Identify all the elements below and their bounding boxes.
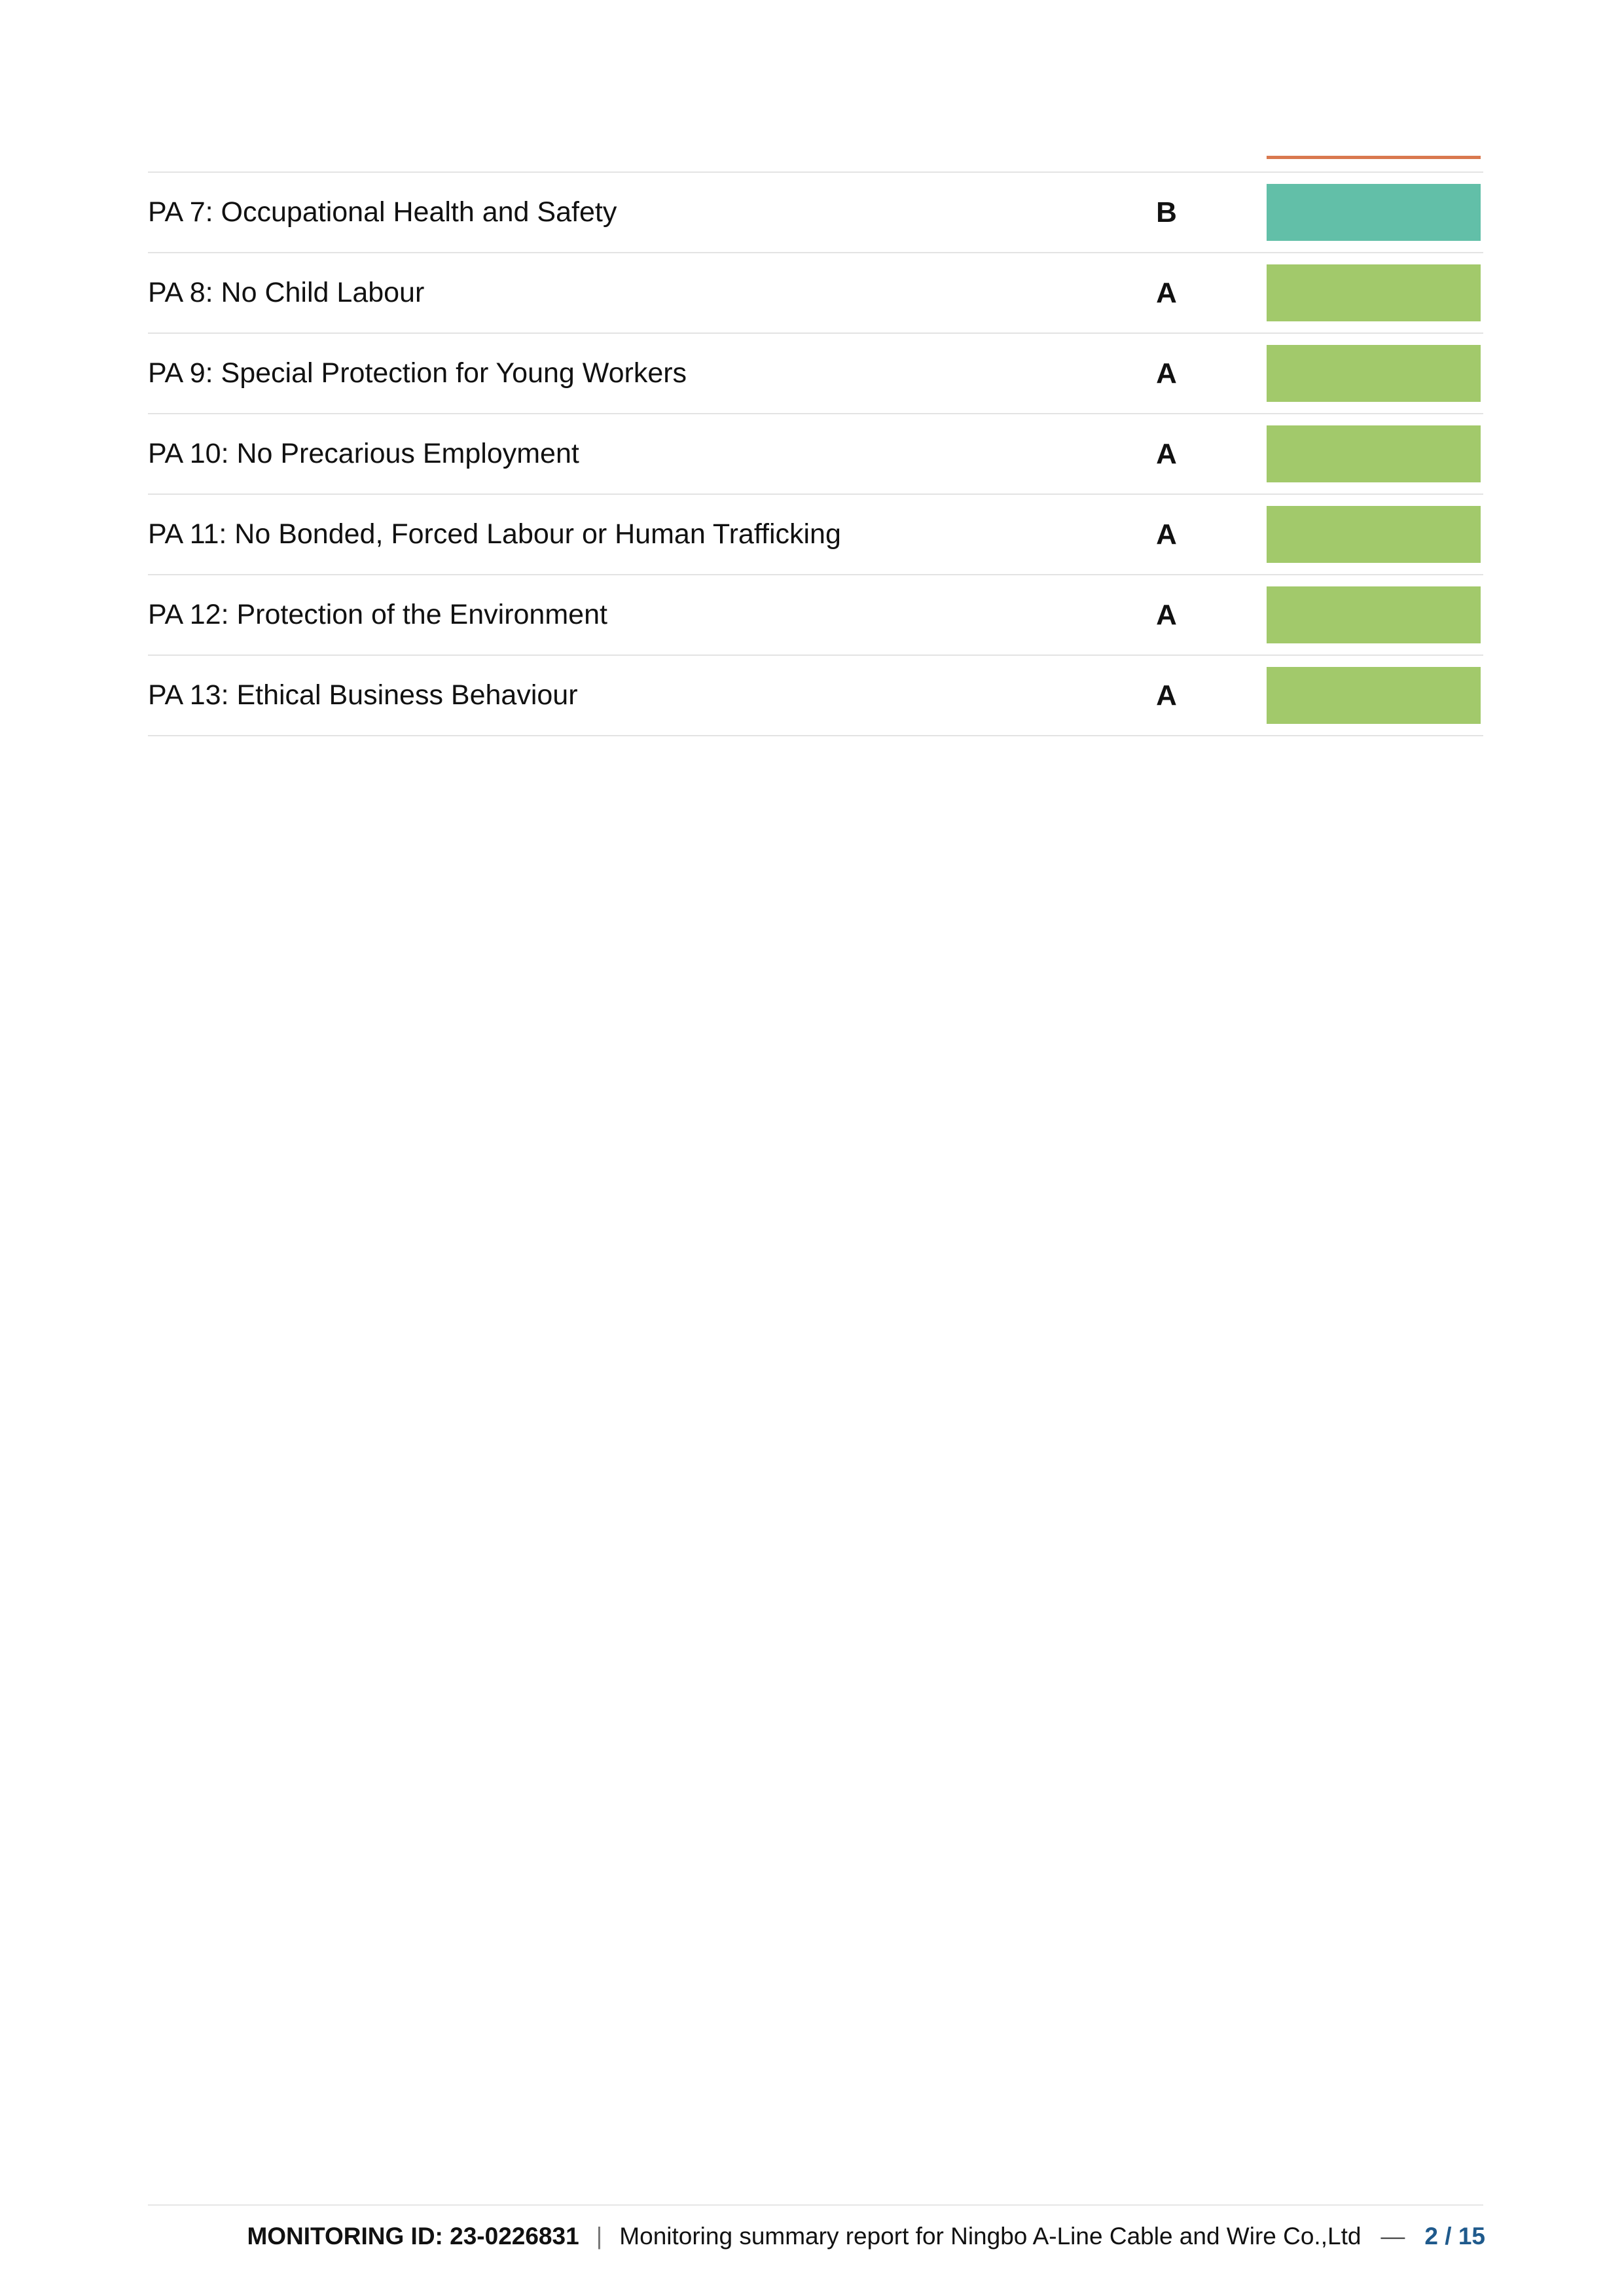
grade-color-swatch	[1267, 586, 1481, 643]
table-row	[148, 414, 1483, 495]
grade-color-swatch	[1267, 667, 1481, 724]
table-row	[148, 495, 1483, 575]
grade-value: A	[1156, 357, 1177, 389]
monitoring-id: MONITORING ID: 23-0226831	[247, 2223, 579, 2250]
grade-value: A	[1156, 679, 1177, 711]
table-row	[148, 656, 1483, 736]
table-row	[148, 253, 1483, 334]
footer-dash: —	[1380, 2223, 1405, 2250]
footer-divider	[148, 2204, 1483, 2206]
grade-color-swatch	[1267, 184, 1481, 241]
page-number: 2 / 15	[1424, 2223, 1485, 2250]
table-row	[148, 173, 1483, 253]
performance-area-label: PA 12: Protection of the Environment	[148, 599, 607, 630]
accent-line	[1267, 156, 1481, 159]
grade-value: A	[1156, 277, 1177, 309]
grade-value: A	[1156, 438, 1177, 470]
grade-color-swatch	[1267, 425, 1481, 482]
grade-color-swatch	[1267, 345, 1481, 402]
performance-area-label: PA 10: No Precarious Employment	[148, 438, 579, 469]
page-footer	[247, 2220, 1485, 2253]
performance-area-label: PA 11: No Bonded, Forced Labour or Human Trafficking	[148, 518, 841, 550]
grade-value: A	[1156, 518, 1177, 550]
grade-color-swatch	[1267, 264, 1481, 321]
performance-area-label: PA 9: Special Protection for Young Workers	[148, 357, 687, 389]
report-title: Monitoring summary report for Ningbo A-Line Cable and Wire Co.,Ltd	[619, 2223, 1362, 2250]
performance-area-label: PA 13: Ethical Business Behaviour	[148, 679, 578, 711]
grade-color-swatch	[1267, 506, 1481, 563]
performance-area-label: PA 7: Occupational Health and Safety	[148, 196, 617, 228]
table-row	[148, 334, 1483, 414]
footer-separator: |	[596, 2223, 603, 2250]
table-row	[148, 575, 1483, 656]
performance-area-table	[148, 171, 1483, 736]
grade-value: A	[1156, 599, 1177, 631]
performance-area-label: PA 8: No Child Labour	[148, 277, 425, 308]
grade-value: B	[1156, 196, 1177, 228]
